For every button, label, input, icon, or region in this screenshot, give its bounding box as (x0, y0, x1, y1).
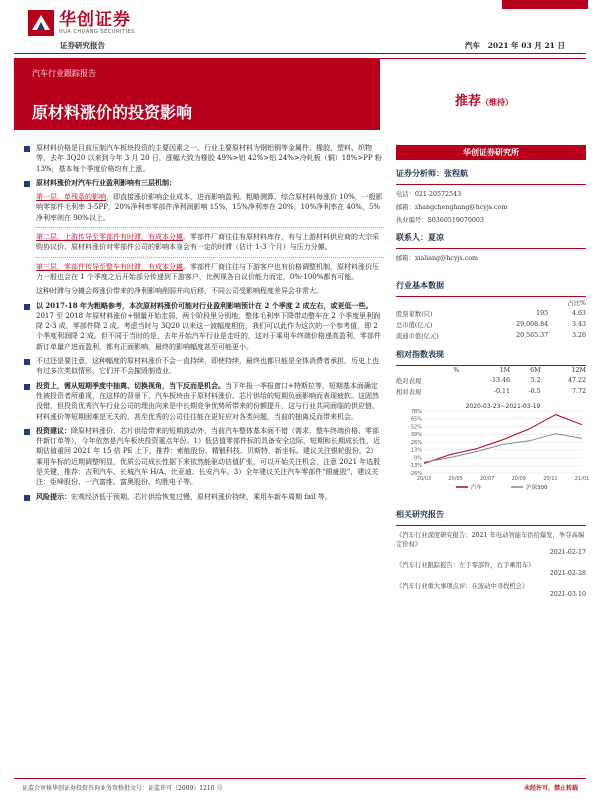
table-header-cell: 12M (571, 367, 586, 374)
analyst-license: 执业编号：S0360519070003 (396, 217, 484, 224)
paragraph-text: 2017 至 2018 年原材料涨价+钢量开始走弱，两个阶段里分别地，整体毛利率下降带动整车在 2 个季度里利润降 2-3 成，零部件降 2 成。考虑当时与 3Q20 以来这一波幅度相仿，我们可以此作为这次的一个参考值，即 2 个季度利润降 2 成。但不同于当时的是，去年开始汽车行业是走旺的，这对于乘用车终端价格递高盈利，零部件新订单量产进而盈利，都有正面影响，最终的影响幅度甚至可能更小。 (36, 311, 381, 351)
body-paragraph (22, 178, 384, 188)
report-title: 原材料涨价的投资影响 (32, 103, 193, 122)
x-tick-label: 20/05 (448, 476, 463, 482)
body-subparagraph (22, 192, 384, 223)
paragraph-text: 这种时滞与分摊会将涨价带来的净利影响削弱并向后移，不同公司受影响程度差异会非常大。 (36, 287, 323, 296)
table-row (396, 375, 586, 386)
contact-line (396, 232, 586, 243)
y-tick-label: 0% (414, 455, 422, 462)
paragraph-text: 除原材料涨价、芯片供给带来的短期波动外，当前汽车整体基本面不错（需求、整车终端价格、零部件新订单等），今年依然是汽车板块投资重点年份。1）低估值零部件标的具备安全边际，短期和长期成长性，近期估值重回 2021 年 15 倍 PE 上下，推荐：索能股份、精锻科技、贝斯特、新坐标。建议关注银轮股份。2）乘用车标的近期调整明显，优质公司成长性据下来依然能驱动估值扩张，可以开始关注机会，注意 2021 年选股是关键，推荐：吉利汽车、长城汽车 H/A、比亚迪、长安汽车。3）全年建议关注汽车零部件“眼疵股”，建议关注：炬峰股份、一汽富维、富奥股份、均胜电子等。 (36, 426, 381, 487)
analyst-line (396, 168, 586, 179)
date-label: 2021 年 03 月 21 日 (487, 41, 565, 50)
relative-performance-chart (396, 401, 590, 491)
table-row (396, 366, 586, 375)
subpoint-text: 。零部件厂商往往有原材料库存，有与上游材料供应商的大宗采购协议价，原材料涨价对零部件公司的影响本身会有一定的时滞（估计 1-3 个月）与压力分摊。 (36, 233, 379, 252)
x-tick-label: 21/01 (574, 476, 590, 482)
header-divider (14, 53, 586, 54)
paragraph-text: 原材料价格是目前压制汽车板块投资的主要因素之一。行业主要原材料为钢铝铜等金属件、橡胶、塑料、织物等，去年 3Q20 以来到今年 3 月 20 日，涨幅大致为橡胶 49%>铝 42%>铝 24%>冷轧板（铜）18%>PP 粉 13%，基本每个季度价格均有上涨。 (36, 144, 382, 173)
related-report[interactable]: 《汽车行业跟踪报告：左手零部件，右手乘用车》 (396, 562, 535, 569)
table-cell: 股票家数(只) (396, 311, 433, 318)
analyst-name: 张程航 (444, 168, 468, 178)
institute-header: 华创证券研究所 (396, 145, 586, 160)
table-header-cell: 6M (530, 367, 541, 374)
company-logo (28, 8, 163, 38)
body-paragraph (22, 143, 384, 174)
paragraph-text: 不过还是要注意，这种幅度的原材料涨价不会一直持续，即使持续，最终也都只能是全体消费者承担，历史上也有过多次类似情形，它们并不会摧毁制造业。 (36, 357, 379, 376)
table-cell: 4.63 (571, 310, 586, 317)
logo-text: 华创证券 (59, 10, 131, 30)
footer-divider (14, 778, 586, 779)
paragraph-lead: 风险提示： (36, 491, 71, 501)
y-tick-label: -13% (409, 463, 422, 470)
section-divider (396, 525, 586, 526)
body-subparagraph (22, 286, 384, 296)
x-tick-label: 20/11 (543, 476, 558, 482)
table-cell: 47.22 (567, 377, 586, 384)
related-report[interactable]: 《汽车行业深度研究报告：2021 年电动智能车供给爆发，争夺高端定价权》 (396, 532, 585, 548)
basic-data-title: 行业基本数据 (396, 280, 444, 290)
related-report-date: 2021-03-10 (549, 591, 586, 598)
table-cell: -13.46 (489, 377, 511, 384)
related-report-date: 2021-02-28 (549, 570, 586, 577)
legend-label: 汽车 (471, 485, 483, 491)
legend-label: 沪深300 (526, 485, 548, 491)
table-cell: -0.5 (528, 388, 541, 395)
table-cell: 绝对表现 (396, 378, 422, 385)
x-tick-label: 20/09 (511, 476, 527, 482)
body-paragraph (22, 492, 384, 502)
table-cell: 相对表现 (396, 389, 422, 396)
top-accent-tab (502, 0, 588, 9)
table-cell: 3.26 (571, 332, 586, 339)
y-tick-label: -26% (409, 470, 422, 477)
y-tick-label: 78% (410, 408, 422, 415)
contact-label: 联系人： (396, 232, 428, 242)
footer-license: 证监会审核华创证券投资咨询业务资格批文号：证监许可（2009）1210 号 (22, 785, 223, 792)
table-header-cell: % (453, 367, 460, 374)
body-paragraph (22, 426, 384, 488)
y-tick-label: 39% (410, 432, 422, 439)
subpoint-text: ，即直接涨价影响企业成本，进而影响盈利。粗略测算，综合原材料每涨价 10%，一般影响零部件毛利率 3-5PP，20%净利率零部件净利润影响 15%，15%净利率在 20%，10%净利率在 40%，5%净利率则在 90%以上。 (36, 193, 383, 222)
body-paragraph (22, 381, 384, 422)
table-row (396, 297, 586, 308)
table-cell: 流通市值(亿元) (396, 333, 439, 340)
table-cell: 195 (536, 310, 549, 317)
industry-label: 汽车 (464, 41, 480, 50)
subpoint-label: 第三层，零部件传导至整车有时滞，有成本分摊 (36, 262, 183, 271)
y-tick-label: 65% (410, 416, 422, 423)
table-cell: 20,565.37 (516, 332, 549, 339)
chart-title: 2020-03-23~2021-03-19 (465, 403, 541, 410)
table-cell: 29,008.84 (516, 321, 549, 328)
section-divider (396, 184, 586, 185)
table-row (396, 386, 586, 397)
performance-title: 相对指数表现 (396, 349, 444, 359)
rating-note: （维持） (481, 97, 514, 107)
rating-value: 推荐 (455, 94, 482, 109)
table-cell: 7.72 (571, 388, 586, 395)
dotted-divider (36, 257, 384, 258)
table-cell: 5.2 (530, 377, 541, 384)
related-report-date: 2021-02-17 (549, 549, 586, 556)
basic-data-table (396, 297, 586, 341)
main-body (22, 143, 384, 506)
x-tick-label: 20/03 (416, 476, 432, 482)
analyst-label: 证券分析师： (396, 168, 444, 178)
title-band-left (14, 58, 380, 130)
table-cell: -0.11 (493, 388, 511, 395)
paragraph-lead: 以 2017-18 年为粗略参考，本次原材料涨价可能对行业盈利影响预计在 2 个季度 2 成左右，或更低一些。 (36, 300, 373, 310)
related-report[interactable]: 《汽车行业重大事项点评：在波动中寻找机会》 (396, 583, 529, 590)
section-divider (396, 248, 586, 249)
paragraph-lead: 投资上，需从短期季度中抽离、切换视角，当下反而是机会。 (36, 380, 225, 390)
chart-svg (396, 401, 590, 493)
subpoint-label: 第二层，上游传导至零部件有时滞，有成本分摊 (36, 233, 183, 242)
table-row (396, 330, 586, 341)
logo-subtext: HUA CHUANG SECURITIES (59, 29, 135, 35)
paragraph-lead: 原材料涨价对汽车行业盈利影响有三层机制： (36, 177, 176, 187)
footer-copyright: 未经许可，禁止转载 (523, 785, 578, 792)
y-tick-label: 13% (410, 447, 422, 454)
contact-email: 邮箱：xialiang@hcyjs.com (396, 255, 478, 262)
rating (455, 90, 513, 109)
report-subtitle: 汽车行业跟踪报告 (32, 69, 96, 78)
analyst-phone: 电话：021-20572543 (396, 191, 462, 198)
table-header-cell: 1M (499, 367, 511, 374)
contact-name: 夏凉 (428, 232, 444, 242)
y-tick-label: 26% (410, 439, 422, 446)
analyst-email: 邮箱：zhangchenghang@hcyjs.com (396, 204, 508, 211)
table-cell: 3.43 (571, 321, 586, 328)
table-row (396, 319, 586, 330)
y-tick-label: 52% (410, 424, 422, 431)
logo-mark-icon (28, 10, 54, 36)
table-header-cell: 占比% (567, 300, 586, 307)
dotted-divider (36, 227, 384, 228)
series-line-0 (424, 415, 582, 464)
paragraph-lead: 投资建议： (36, 425, 71, 435)
paragraph-text: 当下年报一季报窗口+特斯拉等，短期基本面确定性被投资者所重视，在这样的背景下，汽车板块由于原材料涨价、芯片供给的短期负面影响而表现疲软。这固然没错，但投资优秀汽车行业公司的理由向来是中长期竞争优势所带来的份额提升，这与行业共同面临的供应链、材料涨价等短期困难是无关的，甚至优秀的公司往往能在更好应对各类问题，当前的抽离反而带来机会。 (36, 381, 379, 421)
subpoint-text: 。零部件厂商往往与下游客户也有价格调整机制，原材料涨价压力一般也会在 1 个季度之后开始部分传递到下游客户，比例视各自议价能力而定，0%-100%都有可能。 (36, 262, 379, 281)
body-paragraph (22, 301, 384, 352)
table-cell: 总市值(亿元) (396, 322, 433, 329)
body-subparagraph (22, 232, 384, 253)
report-type: 证券研究报告 (60, 41, 105, 50)
sidebar (396, 145, 590, 598)
body-subparagraph (22, 262, 384, 283)
body-paragraph (22, 356, 384, 377)
performance-table (396, 366, 586, 397)
x-tick-label: 20/07 (479, 476, 495, 482)
subpoint-label: 第一层，单残条的影响 (36, 193, 106, 202)
table-row (396, 308, 586, 319)
report-date (465, 40, 565, 51)
related-reports-title: 相关研究报告 (396, 509, 444, 519)
paragraph-text: 宏观经济低于预期，芯片供给恢复过慢，原材料涨价持续，乘用车新车周期 fail 等。 (71, 492, 332, 501)
series-line-1 (424, 434, 582, 463)
